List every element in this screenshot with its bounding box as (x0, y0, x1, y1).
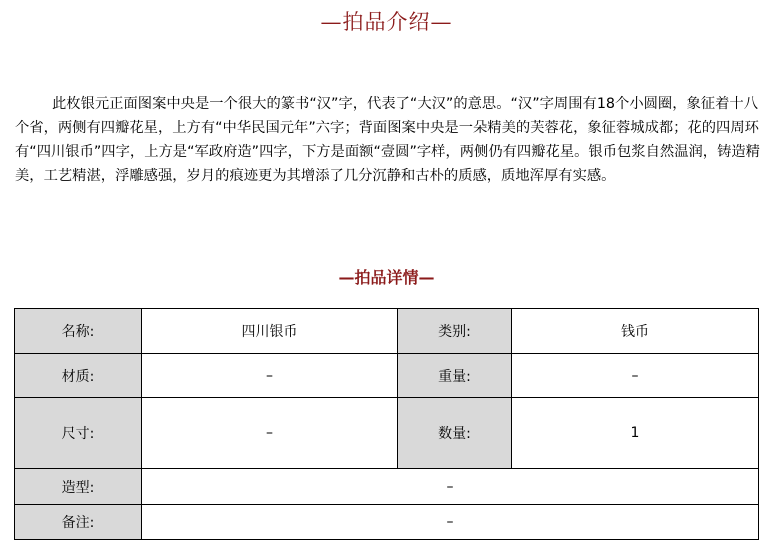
details-table (14, 308, 759, 540)
table-row (15, 505, 759, 540)
name-value: 四川银币 (142, 309, 398, 354)
category-value: 钱币 (512, 309, 759, 354)
weight-label: 重量: (398, 354, 512, 398)
name-label: 名称: (15, 309, 142, 354)
category-label: 类别: (398, 309, 512, 354)
table-row (15, 469, 759, 505)
note-label: 备注: (15, 505, 142, 540)
quantity-value: 1 (512, 398, 759, 469)
shape-label: 造型: (15, 469, 142, 505)
material-label: 材质: (15, 354, 142, 398)
material-value: – (142, 354, 398, 398)
note-value: – (142, 505, 759, 540)
intro-title: —拍品介绍— (320, 10, 453, 34)
table-row (15, 354, 759, 398)
size-label: 尺寸: (15, 398, 142, 469)
weight-value: – (512, 354, 759, 398)
table-row (15, 309, 759, 354)
intro-text: 此枚银元正面图案中央是一个很大的篆书“汉”字，代表了“大汉”的意思。“汉”字周围有18个小圆圈，象征着十八个省，两侧有四瓣花星，上方有“中华民国元年”六字；背面图案中央是一朵精美的芙蓉花，象征蓉城成都；花的四周环有“四川银币”四字，上方是“军政府造”四字，下方是面额“壹圆”字样，两侧仍有四瓣花星。银币包浆自然温润，铸造精美，工艺精湛，浮雕感强，岁月的痕迹更为其增添了几分沉静和古朴的质感，质地浑厚有实感。 (15, 96, 760, 184)
quantity-label: 数量: (398, 398, 512, 469)
size-value: – (142, 398, 398, 469)
shape-value: – (142, 469, 759, 505)
table-row (15, 398, 759, 469)
details-title: —拍品详情— (338, 268, 435, 287)
